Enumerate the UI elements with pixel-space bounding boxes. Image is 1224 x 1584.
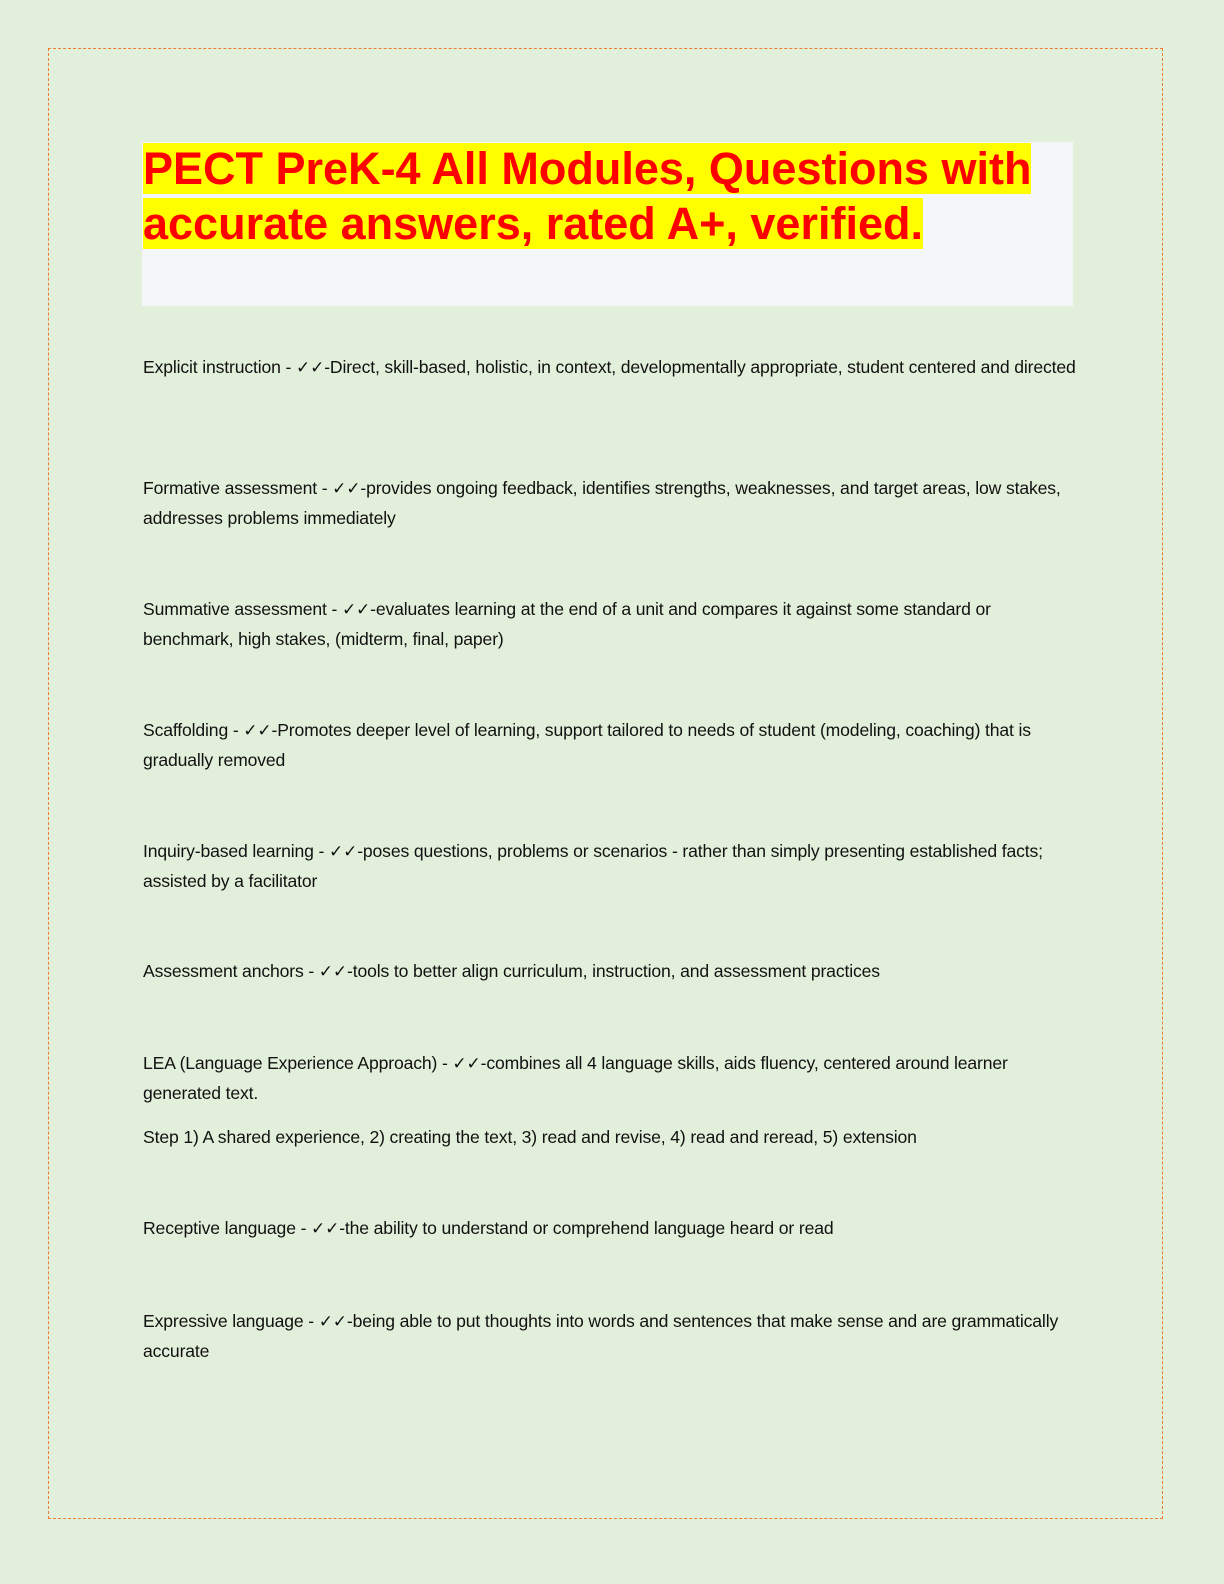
check-icon: ✓✓	[311, 1219, 340, 1239]
check-icon: ✓✓	[296, 358, 325, 378]
qa-entry	[143, 1049, 1078, 1108]
qa-entry	[143, 957, 1078, 987]
check-icon: ✓✓	[341, 600, 371, 620]
document-title: PECT PreK-4 All Modules, Questions with accurate answers, rated A+, verified.	[143, 143, 1032, 249]
separator: -	[295, 1218, 312, 1238]
definition: -provides ongoing feedback, identifies strengths, weaknesses, and target areas, low stakes, addresses problems immediately	[143, 478, 1061, 528]
definition: -being able to put thoughts into words and sentences that make sense and are grammatically accurate	[143, 1311, 1059, 1361]
definition: -Direct, skill-based, holistic, in context, developmentally appropriate, student centered and directed	[324, 357, 1076, 377]
definition: -poses questions, problems or scenarios - rather than simply presenting established facts; assisted by a facilitator	[143, 841, 1043, 891]
definition: -evaluates learning at the end of a unit and compares it against some standard or benchmark, high stakes, (midterm, final, paper)	[143, 599, 991, 649]
term: Receptive language	[143, 1218, 296, 1238]
separator: -	[326, 599, 342, 619]
separator: -	[303, 1311, 319, 1331]
qa-entry	[143, 353, 1078, 383]
term: Summative assessment	[143, 599, 327, 619]
separator: -	[280, 357, 296, 377]
qa-entry	[143, 1214, 1078, 1244]
check-icon: ✓✓	[318, 1312, 347, 1332]
qa-entry	[143, 1307, 1078, 1366]
term: Scaffolding	[143, 720, 229, 740]
definition: -the ability to understand or comprehend language heard or read	[339, 1218, 834, 1238]
term: LEA (Language Experience Approach)	[143, 1053, 438, 1073]
separator: -	[228, 720, 244, 740]
qa-entry	[143, 474, 1078, 533]
definition: -Promotes deeper level of learning, support tailored to needs of student (modeling, coaching) that is gradually removed	[143, 720, 1031, 770]
term: Explicit instruction	[143, 357, 281, 377]
separator: -	[316, 478, 333, 498]
check-icon: ✓✓	[318, 962, 347, 982]
separator: -	[313, 841, 329, 861]
qa-entry	[143, 595, 1078, 654]
check-icon: ✓✓	[243, 721, 272, 741]
check-icon: ✓✓	[328, 842, 358, 862]
qa-entry	[143, 837, 1078, 896]
term: Inquiry-based learning	[143, 841, 314, 861]
qa-entry	[143, 716, 1078, 775]
check-icon: ✓✓	[332, 479, 361, 499]
separator: -	[437, 1053, 453, 1073]
definition: -tools to better align curriculum, instruction, and assessment practices	[347, 961, 880, 981]
separator: -	[303, 961, 319, 981]
term: Formative assessment	[143, 478, 317, 498]
definition: -combines all 4 language skills, aids fluency, centered around learner generated text.	[143, 1053, 1008, 1103]
lea-steps: Step 1) A shared experience, 2) creating the text, 3) read and revise, 4) read and reread, 5) extension	[143, 1127, 917, 1147]
check-icon: ✓✓	[452, 1054, 481, 1074]
term: Expressive language	[143, 1311, 304, 1331]
term: Assessment anchors	[143, 961, 304, 981]
